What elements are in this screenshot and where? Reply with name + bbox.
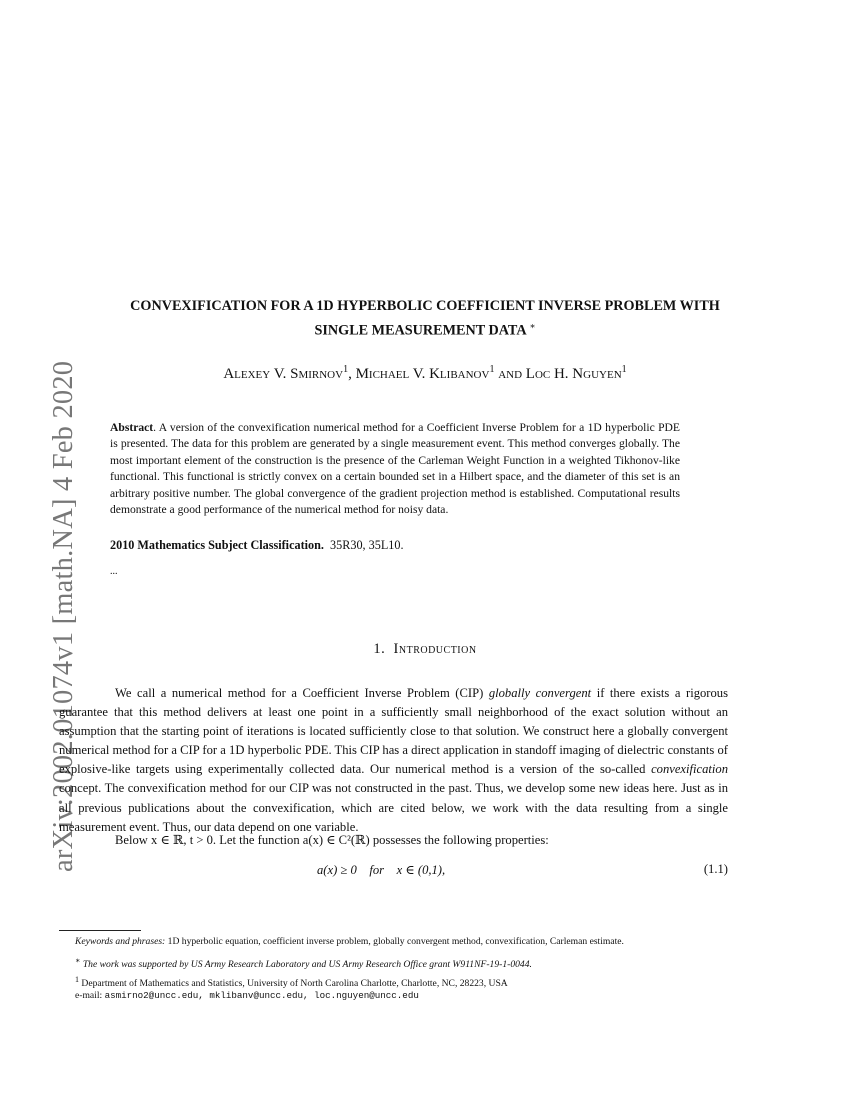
equation-number: (1.1) <box>703 862 728 876</box>
text: if there exists a rigorous guarantee that this method delivers at least one point in a sufficiently small neighborhood of the exact solution without an assumption that the starting point of iterations is located sufficiently close to that solution. We construct here a globally convergent numerical method for a CIP for a 1D hyperbolic PDE. This CIP has a direct application in standoff imaging of dielectric constants of explosive-like targets using experimentally collected data. Our numerical method is a version of the so-called <box>59 686 728 777</box>
keywords-text: 1D hyperbolic equation, coefficient inverse problem, globally convergent method, convexification, Carleman estimate. <box>165 936 624 947</box>
msc-value: 35R30, 35L10. <box>330 538 404 552</box>
email-label: e-mail: <box>75 990 105 1001</box>
abstract-text: . A version of the convexification numerical method for a Coefficient Inverse Problem for a 1D hyperbolic PDE is presented. The data for this problem are generated by a single measurement event. This method converges globally. The most important element of the construction is the presence of the Carleman Weight Function in a weighted Tikhonov-like functional. This functional is strictly convex on a certain bounded set in a Hilbert space, and the diameter of this set is an arbitrary positive number. The global convergence of the gradient projection method is established. Computational results demonstrate a good performance of the numerical method for noisy data. <box>110 421 680 517</box>
separator: , <box>348 366 356 382</box>
abstract-label: Abstract <box>110 421 154 434</box>
author-name: Loc H. Nguyen <box>525 366 622 382</box>
author-name: Michael V. Klibanov <box>355 366 490 382</box>
separator: and <box>494 366 526 382</box>
affiliation-text: Department of Mathematics and Statistics, University of North Carolina Charlotte, Charlotte, NC, 28223, USA <box>79 978 508 990</box>
text: concept. The convexification method for our CIP was not constructed in the past. Thus, we develop some new ideas here. Just as in all previous publications about the convexification, which are cited below, we work with the data resulting from a single measurement event. Thus, our data depend on one variable. <box>59 781 728 834</box>
intro-paragraph-2: Below x ∈ ℝ, t > 0. Let the function a(x) ∈ C²(ℝ) possesses the following properties: <box>115 833 549 847</box>
paper-title <box>60 296 790 341</box>
author-name: Alexey V. Smirnov <box>223 366 344 382</box>
section-number: 1. <box>373 641 386 657</box>
msc-classification <box>110 538 404 553</box>
equation-text: a(x) ≥ 0 for x ∈ (0,1), <box>317 863 446 877</box>
intro-paragraph <box>59 684 728 837</box>
section-heading <box>60 641 790 658</box>
emphasis: convexification <box>651 762 728 777</box>
title-line-1: CONVEXIFICATION FOR A 1D HYPERBOLIC COEFFICIENT INVERSE PROBLEM WITH <box>130 298 720 314</box>
footnote-keywords <box>75 936 624 947</box>
abstract <box>110 420 680 518</box>
footnote-mark: ∗ <box>75 956 81 965</box>
affiliation-mark: 1 <box>489 364 495 375</box>
author-list <box>60 364 790 383</box>
footnote-affiliation <box>75 975 508 989</box>
support-text: The work was supported by US Army Research Laboratory and US Army Research Office grant W911NF-19-1-0044. <box>80 959 532 971</box>
footnote-mark: 1 <box>75 975 79 984</box>
text: We call a numerical method for a Coefficient Inverse Problem (CIP) <box>115 686 489 700</box>
emphasis: globally convergent <box>488 686 592 700</box>
title-line-2: SINGLE MEASUREMENT DATA <box>314 322 526 339</box>
title-footnote-mark: ∗ <box>529 321 536 331</box>
msc-label: 2010 Mathematics Subject Classification. <box>110 538 324 552</box>
affiliation-mark: 1 <box>621 364 627 375</box>
footnote-support <box>75 956 532 970</box>
footnote-rule <box>59 930 141 931</box>
ellipsis: ... <box>110 566 118 577</box>
section-title: Introduction <box>393 641 477 657</box>
email-list: asmirno2@uncc.edu, mklibanv@uncc.edu, loc.nguyen@uncc.edu <box>104 990 419 1001</box>
affiliation-mark: 1 <box>343 364 349 375</box>
keywords-label: Keywords and phrases: <box>75 936 166 947</box>
footnote-emails <box>75 990 419 1001</box>
arxiv-stamp: arXiv:2002.01074v1 [math.NA] 4 Feb 2020 <box>48 360 79 872</box>
